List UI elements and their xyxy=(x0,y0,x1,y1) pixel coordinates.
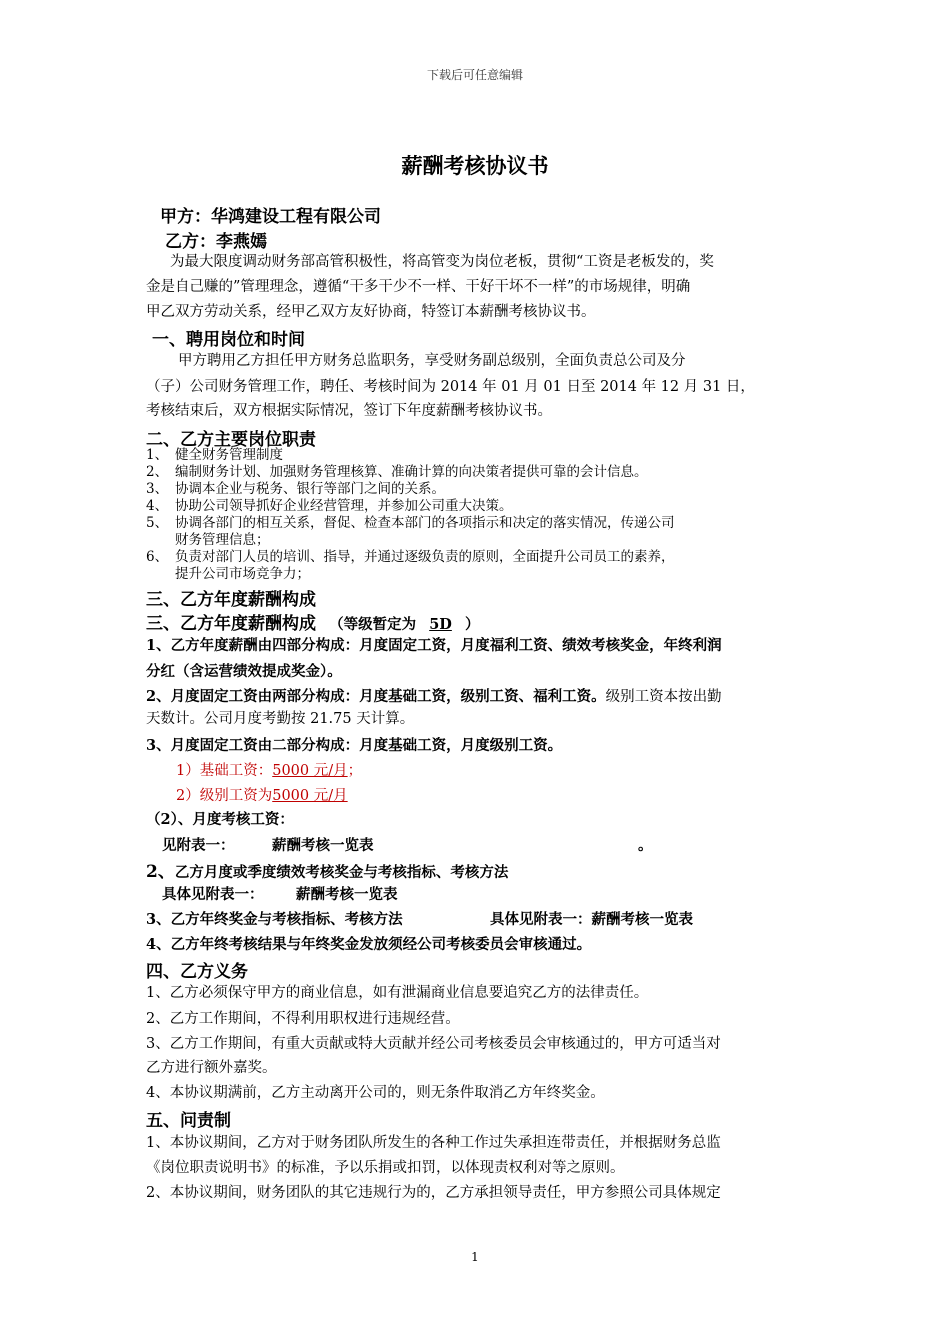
section-2-heading: 二、乙方主要岗位职责 xyxy=(146,430,316,450)
section-4-heading: 四、乙方义务 xyxy=(146,962,248,982)
duty-5-text: 协调各部门的相互关系，督促、检查本部门的各项指示和决定的落实情况，传递公司 xyxy=(175,515,675,531)
salary-para-6-num: 2、 xyxy=(146,862,175,882)
grade-prefix: （等级暂定为 xyxy=(329,616,417,633)
salary-para-2a-normal: 级别工资本按出勤 xyxy=(605,689,722,705)
section-4-line-3: 3、乙方工作期间，有重大贡献或特大贡献并经公司考核委员会审核通过的，甲方可适当对 xyxy=(146,1036,721,1052)
section-5-line-2: 《岗位职责说明书》的标准，予以乐捐或扣罚，以体现责权利对等之原则。 xyxy=(146,1160,625,1176)
page-header: 下载后可任意编辑 xyxy=(426,68,523,82)
duty-4-text: 协助公司领导抓好企业经营管理，并参加公司重大决策。 xyxy=(175,498,513,514)
base-salary-label: 1）基础工资： xyxy=(176,763,273,779)
section-3-heading-a: 三、乙方年度薪酬构成 xyxy=(146,590,316,610)
section-4-line-2: 2、乙方工作期间，不得利用职权进行违规经营。 xyxy=(146,1011,460,1027)
duty-2-text: 编制财务计划、加强财务管理核算、准确计算的向决策者提供可靠的会计信息。 xyxy=(175,464,648,480)
grade-salary-value: 5000 元/月 xyxy=(272,788,348,804)
section-4-line-4: 乙方进行额外嘉奖。 xyxy=(146,1060,277,1076)
duty-2-num: 2、 xyxy=(146,464,169,480)
document-title: 薪酬考核协议书 xyxy=(401,153,549,178)
base-salary-value: 5000 元/月 xyxy=(272,763,348,779)
section-5-line-3: 2、本协议期间，财务团队的其它违规行为的，乙方承担领导责任，甲方参照公司具体规定 xyxy=(146,1185,721,1201)
section-3-heading-b xyxy=(146,609,479,634)
duty-4-num: 4、 xyxy=(146,498,169,514)
section-1-line-1: 甲方聘用乙方担任甲方财务总监职务，享受财务副总级别，全面负责总公司及分 xyxy=(178,353,686,369)
duty-5-text-cont: 财务管理信息； xyxy=(175,532,270,548)
salary-para-6 xyxy=(146,857,508,882)
page-number: 1 xyxy=(471,1250,479,1264)
duty-5-num: 5、 xyxy=(146,515,169,531)
salary-para-6-text: 乙方月度或季度绩效考核奖金与考核指标、考核方法 xyxy=(174,864,509,881)
salary-para-1b: 分红（含运营绩效提成奖金）。 xyxy=(146,663,342,680)
salary-para-8a: 3、乙方年终奖金与考核指标、考核方法 xyxy=(146,911,403,928)
salary-para-3: 3、月度固定工资由二部分构成：月度基础工资，月度级别工资。 xyxy=(146,737,563,754)
detail-appendix-table: 薪酬考核一览表 xyxy=(296,886,398,903)
grade-value: 5D xyxy=(429,616,452,633)
base-salary-line xyxy=(176,759,362,780)
section-5-heading: 五、问责制 xyxy=(146,1111,231,1131)
duty-1-text: 健全财务管理制度 xyxy=(175,447,283,463)
duty-3-num: 3、 xyxy=(146,481,169,497)
party-a: 甲方：华鸿建设工程有限公司 xyxy=(160,207,381,227)
salary-para-9: 4、乙方年终考核结果与年终奖金发放须经公司考核委员会审核通过。 xyxy=(146,936,592,953)
see-appendix-label: 见附表一： xyxy=(162,837,235,854)
duty-6-num: 6、 xyxy=(146,549,169,565)
monthly-assess-heading: （2）、月度考核工资： xyxy=(146,811,294,828)
section-5-line-1: 1、本协议期间，乙方对于财务团队所发生的各种工作过失承担连带责任，并根据财务总监 xyxy=(146,1135,721,1151)
section-1-heading: 一、聘用岗位和时间 xyxy=(152,330,305,350)
party-b: 乙方：李燕嫣 xyxy=(165,232,267,252)
salary-para-2a-bold: 2、月度固定工资由两部分构成：月度基础工资，级别工资、福利工资。 xyxy=(146,688,606,705)
salary-para-8b: 具体见附表一：薪酬考核一览表 xyxy=(490,911,693,928)
intro-line-2: 金是自己赚的”管理理念，遵循“干多干少不一样、干好干坏不一样”的市场规律，明确 xyxy=(146,279,691,295)
intro-line-3: 甲乙双方劳动关系，经甲乙双方友好协商，特签订本薪酬考核协议书。 xyxy=(146,304,596,320)
see-appendix-table: 薪酬考核一览表 xyxy=(272,837,374,854)
salary-para-2b: 天数计。公司月度考勤按 21.75 天计算。 xyxy=(146,711,415,727)
intro-line-1: 为最大限度调动财务部高管积极性，将高管变为岗位老板，贯彻“工资是老板发的，奖 xyxy=(170,254,714,270)
salary-para-1a: 1、乙方年度薪酬由四部分构成：月度固定工资，月度福利工资、绩效考核奖金，年终利润 xyxy=(146,637,722,654)
see-appendix-end: 。 xyxy=(638,837,653,854)
duty-6-text-cont: 提升公司市场竞争力； xyxy=(175,566,310,582)
section-4-line-1: 1、乙方必须保守甲方的商业信息，如有泄漏商业信息要追究乙方的法律责任。 xyxy=(146,985,649,1001)
section-4-line-5: 4、本协议期满前，乙方主动离开公司的，则无条件取消乙方年终奖金。 xyxy=(146,1085,605,1101)
section-1-line-2: （子）公司财务管理工作，聘任、考核时间为 2014 年 01 月 01 日至 2014 年 12 月 31 日， xyxy=(146,379,755,395)
grade-salary-label: 2）级别工资为 xyxy=(176,788,273,804)
grade-salary-line xyxy=(176,784,348,805)
base-salary-suffix: ； xyxy=(347,763,363,779)
detail-appendix-label: 具体见附表一： xyxy=(162,886,264,903)
grade-suffix: ） xyxy=(464,616,480,633)
duty-1-num: 1、 xyxy=(146,447,169,463)
duty-6-text: 负责对部门人员的培训、指导，并通过逐级负责的原则，全面提升公司员工的素养， xyxy=(175,549,675,565)
section-1-line-3: 考核结束后，双方根据实际情况，签订下年度薪酬考核协议书。 xyxy=(146,403,552,419)
section-3-heading-b-text: 三、乙方年度薪酬构成 xyxy=(146,614,316,634)
duty-3-text: 协调本企业与税务、银行等部门之间的关系。 xyxy=(175,481,445,497)
